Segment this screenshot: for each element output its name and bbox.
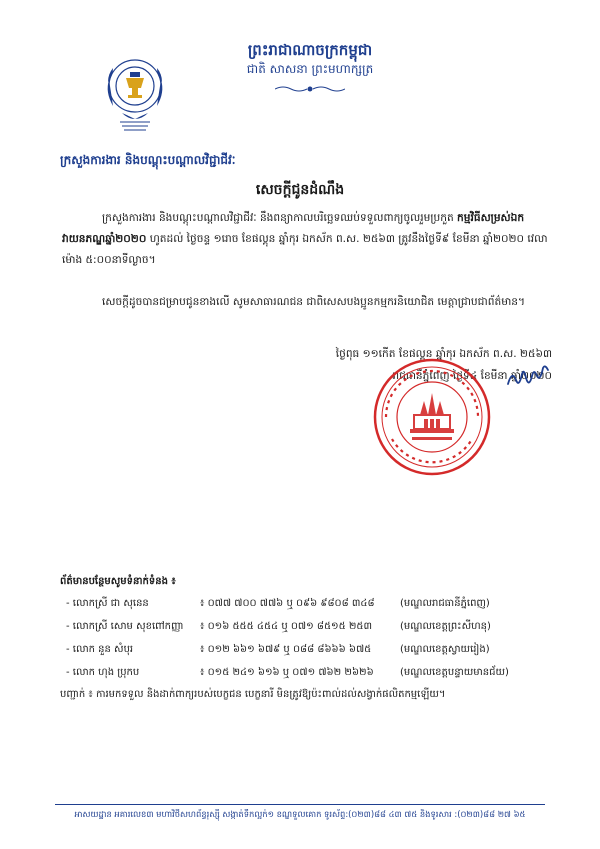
contact-phone: ៖ ០១៦ ៥៥៥ ៤៥៤ ឬ ០៧១ ៨៥១៥ ២៥៣ xyxy=(200,621,373,632)
footer-divider xyxy=(55,804,545,805)
contact-phone: ៖ ០១៥ ២៤១ ៦១៦ ឬ ០៧១ ៧៦២ ២៦២៦ xyxy=(200,667,374,678)
ministry-logo xyxy=(104,50,166,136)
contact-heading: ព័ត៌មានបន្ថែមសូមទំនាក់ទំនង ៖ xyxy=(60,576,176,587)
contact-phone: ៖ ០១២ ៦៦១ ៦៧៩ ឬ ០៨៨ ៨៦៦៦ ៦៧៥ xyxy=(200,644,372,655)
ornament-divider xyxy=(275,85,345,93)
contact-province: (មណ្ឌលខេត្តស្វាយរៀង) xyxy=(400,644,490,655)
contact-section xyxy=(60,572,580,704)
contact-note: បញ្ជាក់ ៖ ការមកទទួល និងដាក់ពាក្យរបស់បេក្ខជន បេក្ខនារី មិនត្រូវឱ្យប៉ះពាល់ដល់សង្វាក់ផលិតកម្មឡើយ។ xyxy=(60,689,446,700)
contact-row xyxy=(60,638,580,661)
signature xyxy=(506,364,550,390)
official-seal xyxy=(372,357,492,477)
contact-name: - លោក ហុង ប្រុកប xyxy=(66,667,140,678)
contact-name: - លោក នួន សំបុរ xyxy=(66,644,134,655)
contact-name: - លោកស្រី សោម សុខពៅកញ្ញា xyxy=(66,621,184,632)
contact-phone: ៖ ០៧៧ ៧០០ ៧៧៦ ឬ ០៩៦ ៩៨០៨ ៣៤៨ xyxy=(200,598,375,609)
national-motto: ជាតិ សាសនា ព្រះមហាក្សត្រ xyxy=(246,62,374,76)
body-paragraph-1 xyxy=(62,208,562,271)
footer-address: អាសយដ្ឋាន អគារលេខ៣ មហាវិថីសហព័ន្ធរុស្ស៊ី សង្កាត់ទឹកល្អក់១ ខណ្ឌទួលគោក ទូរស័ព្ទ:(០២៣)៨៨ ៤៣ ៧៥ និងទូរសារ :(០២៣)៨៨ ២៧ ៦៥ xyxy=(74,809,526,819)
paragraph-1-rest: ហូតដល់ ថ្ងៃចន្ទ ១រោច ខែផល្គុន ឆ្នាំកុរ ឯកស័ក ព.ស. ២៥៦៣ ត្រូវនឹងថ្ងៃទី៩ ខែមីនា ឆ្នាំ២០២០ វេលាម៉ោង ៥:០០នាទីល្ងាច។ xyxy=(62,233,548,266)
contact-province: (មណ្ឌលរាជធានីភ្នំពេញ) xyxy=(400,598,490,609)
contact-row xyxy=(60,661,580,684)
contact-row xyxy=(60,615,580,638)
solar-date: រាជធានីភ្នំពេញ ថ្ងៃទី៤ ខែមីនា ឆ្នាំ២០២០ xyxy=(392,370,552,382)
lunar-date: ថ្ងៃពុធ ១១កើត ខែផល្គុន ឆ្នាំកុរ ឯកស័ក ព.ស. ២៥៦៣ xyxy=(335,348,552,360)
contact-name: - លោកស្រី ជា សុនេន xyxy=(66,598,149,609)
kingdom-header xyxy=(205,40,415,97)
paragraph-1-intro: ក្រសួងការងារ និងបណ្តុះបណ្តាលវិជ្ជាជីវៈ នឹងពន្យាកាលបរិច្ឆេទឈប់ទទួលពាក្យចូលរួមប្រកួត xyxy=(102,212,458,224)
paragraph-1-program: កម្មវិធីសម្រស់ឯកវាយនភណ្ឌឆ្នាំ២០២០ xyxy=(62,212,525,245)
page-title: សេចក្តីជូនដំណឹង xyxy=(255,182,345,198)
kingdom-name: ព្រះរាជាណាចក្រកម្ពុជា xyxy=(247,41,373,59)
ministry-name: ក្រសួងការងារ និងបណ្តុះបណ្តាលវិជ្ជាជីវៈ xyxy=(60,153,236,167)
body-paragraph-2: សេចក្តីដូចបានជម្រាបជូនខាងលើ សូមសាធារណជន ជាពិសេសបងប្អូនកម្មករនិយោជិត មេត្តាជ្រាបជាព័ត៌មាន។ xyxy=(102,296,525,308)
contact-province: (មណ្ឌលខេត្តបន្ទាយមានជ័យ) xyxy=(400,667,509,678)
contact-row xyxy=(60,592,580,615)
contact-province: (មណ្ឌលខេត្តព្រះសីហនុ) xyxy=(400,621,491,632)
